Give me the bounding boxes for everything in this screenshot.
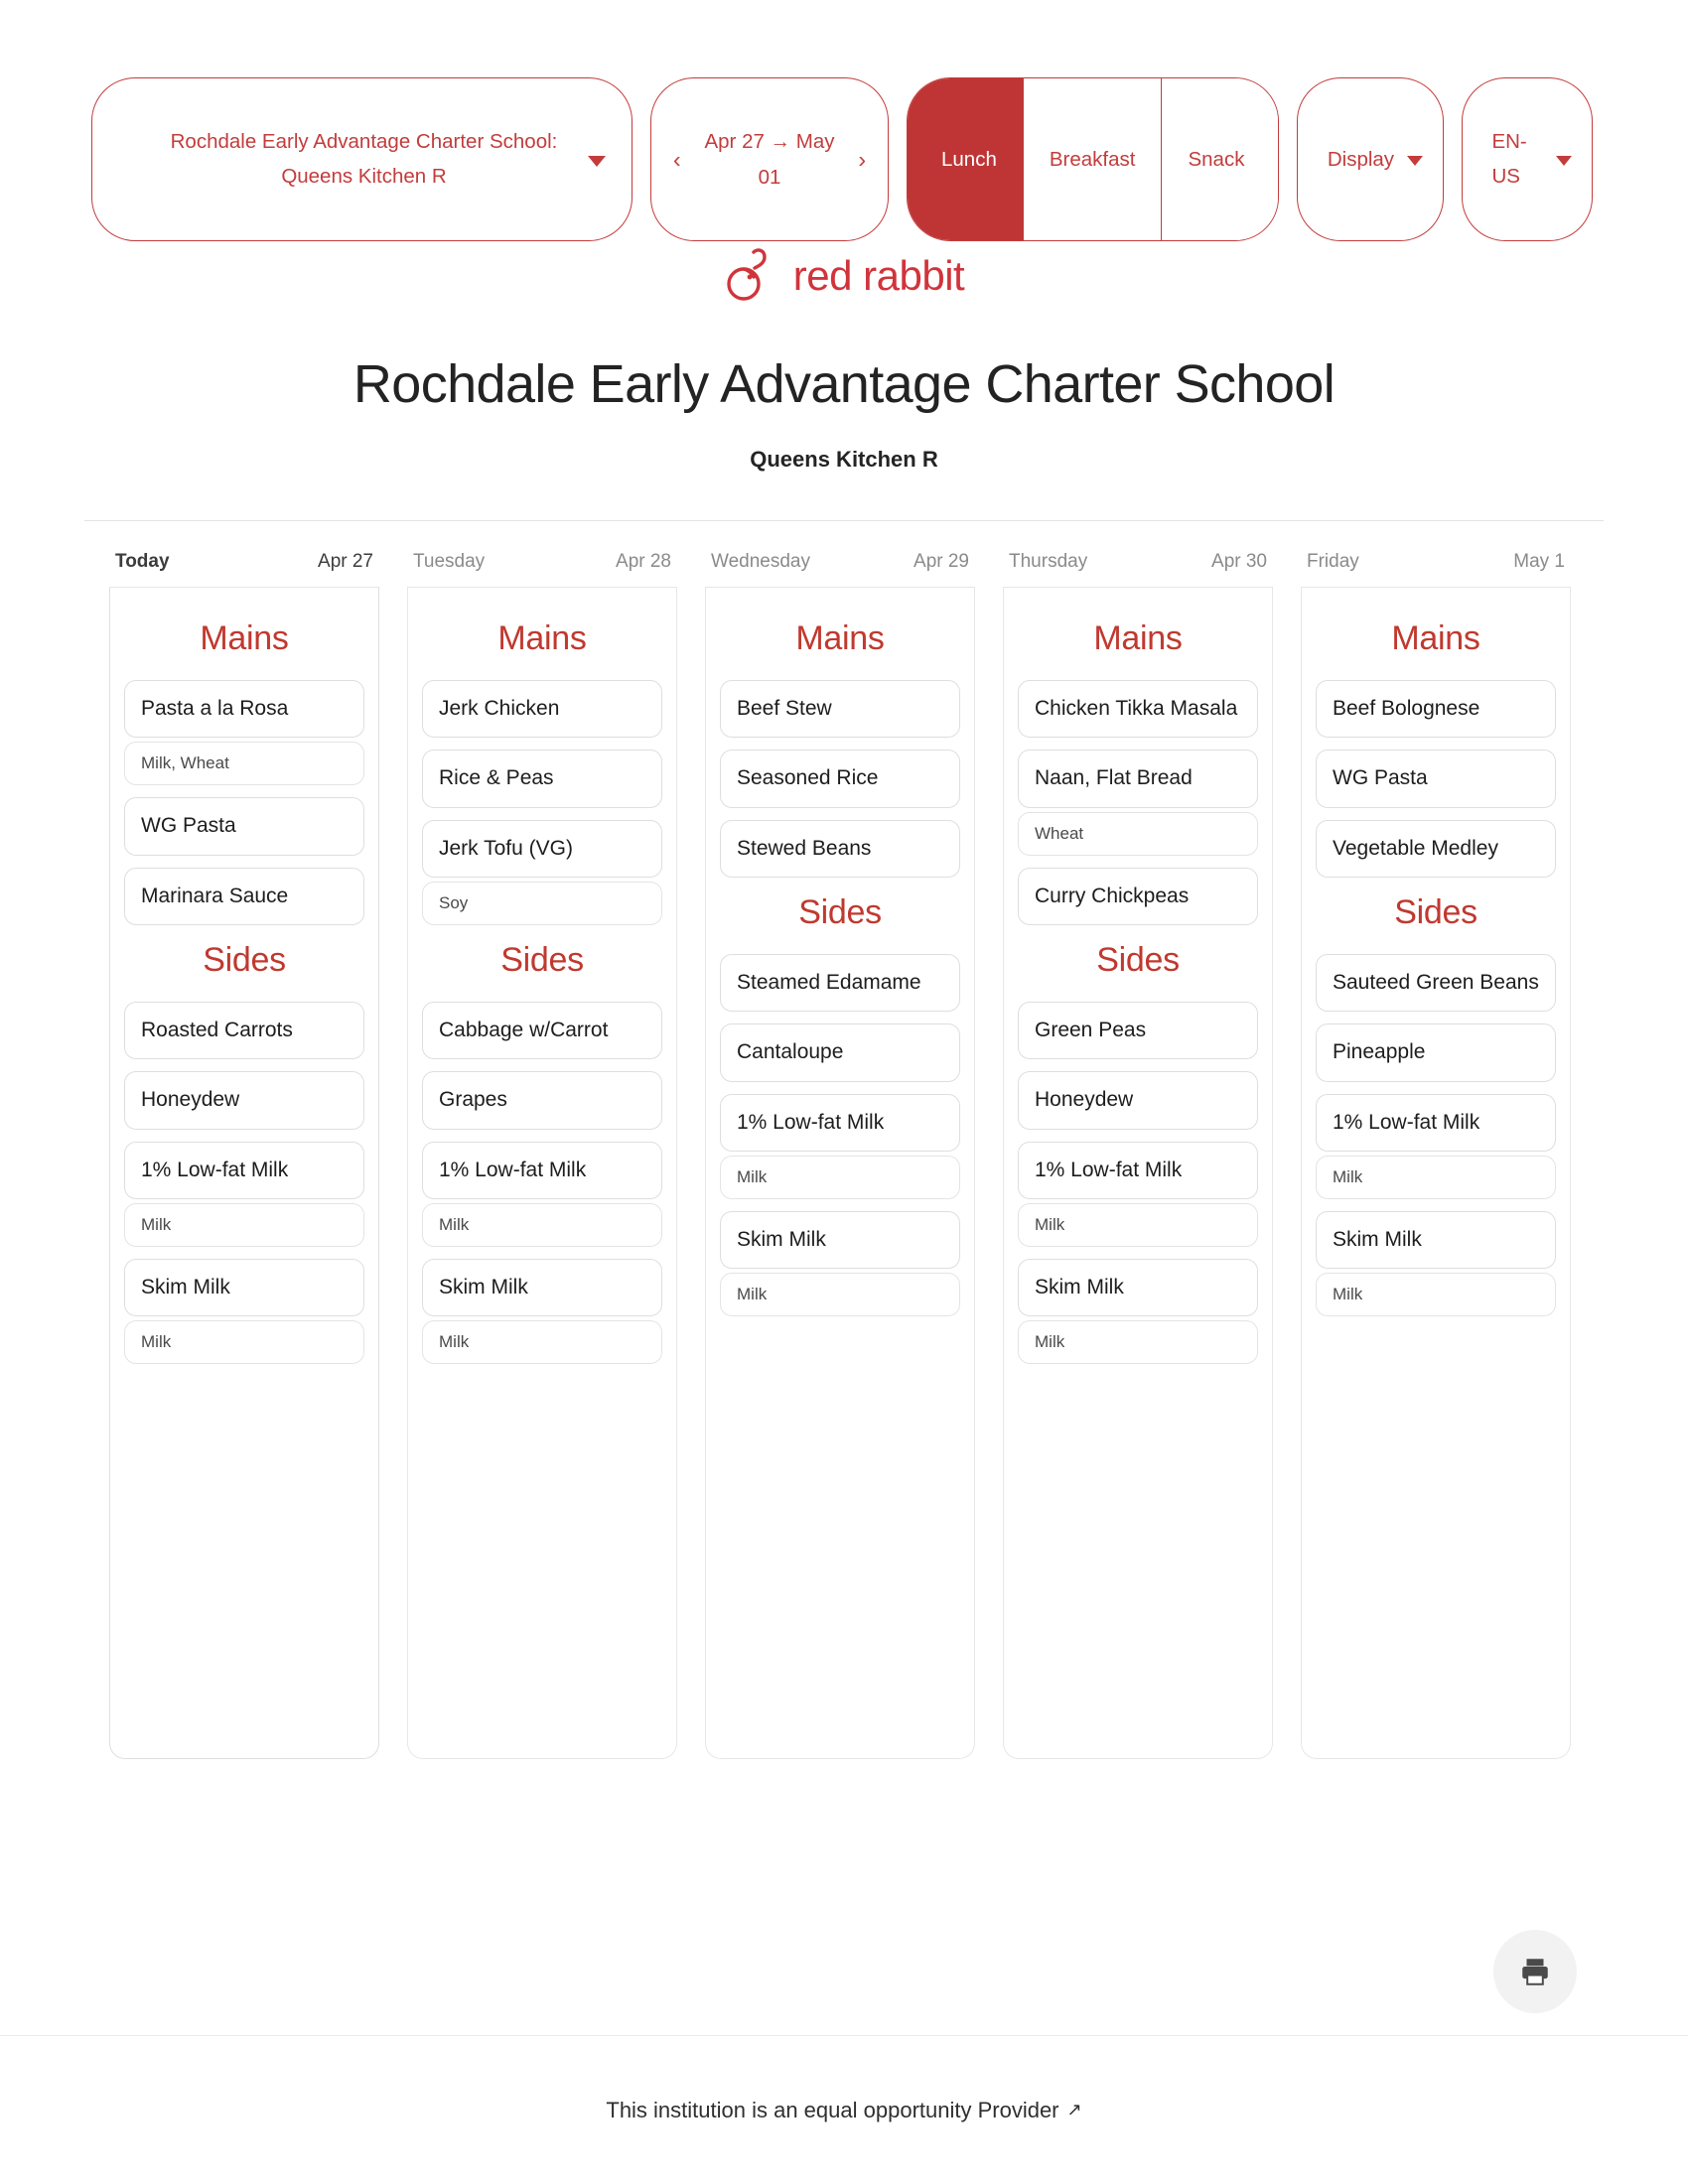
menu-item[interactable]: Naan, Flat Bread	[1018, 750, 1258, 807]
day-card	[407, 588, 677, 1759]
menu-item[interactable]: Jerk Tofu (VG)	[422, 820, 662, 878]
allergen-label: Milk	[1316, 1273, 1556, 1316]
day-name: Tuesday	[413, 551, 486, 572]
tab-lunch[interactable]: Lunch	[908, 78, 1024, 240]
language-selector-label: EN-US	[1491, 129, 1527, 188]
toolbar	[0, 0, 1688, 248]
footer	[0, 2035, 1688, 2184]
day-header	[109, 551, 379, 588]
menu-item[interactable]: Pineapple	[1316, 1024, 1556, 1081]
allergen-label: Milk	[1018, 1320, 1258, 1364]
day-name: Thursday	[1009, 551, 1088, 572]
menu-item[interactable]: Sauteed Green Beans	[1316, 954, 1556, 1012]
tab-snack[interactable]: Snack	[1162, 78, 1278, 240]
menu-section-title: Mains	[1391, 619, 1480, 657]
menu-item[interactable]: WG Pasta	[1316, 750, 1556, 807]
meal-type-tabs	[907, 77, 1279, 241]
menu-item[interactable]: Beef Bolognese	[1316, 680, 1556, 738]
chevron-down-icon	[588, 156, 606, 167]
menu-item[interactable]: Honeydew	[1018, 1071, 1258, 1129]
day-column	[1301, 551, 1571, 1759]
day-name: Today	[115, 551, 170, 572]
menu-item[interactable]: Cabbage w/Carrot	[422, 1002, 662, 1059]
display-selector[interactable]	[1297, 77, 1444, 241]
chevron-down-icon	[1556, 156, 1572, 166]
menu-item[interactable]: Rice & Peas	[422, 750, 662, 807]
day-column	[705, 551, 975, 1759]
page-subtitle: Queens Kitchen R	[750, 447, 938, 472]
brand-name: red rabbit	[792, 252, 965, 299]
menu-item[interactable]: Skim Milk	[422, 1259, 662, 1316]
menu-section-title: Mains	[200, 619, 289, 657]
menu-section-title: Sides	[798, 893, 882, 932]
day-column	[1003, 551, 1273, 1759]
week-grid	[0, 521, 1688, 1759]
external-link-icon[interactable]: ↗	[1066, 2100, 1082, 2119]
menu-item[interactable]: Skim Milk	[124, 1259, 364, 1316]
allergen-label: Milk	[1316, 1156, 1556, 1199]
menu-item[interactable]: Stewed Beans	[720, 820, 960, 878]
allergen-label: Milk	[422, 1320, 662, 1364]
day-column	[407, 551, 677, 1759]
page-title: Rochdale Early Advantage Charter School	[352, 354, 1336, 414]
day-card	[109, 588, 379, 1759]
display-selector-label: Display	[1327, 147, 1395, 171]
print-button[interactable]	[1493, 1930, 1577, 2013]
menu-item[interactable]: 1% Low-fat Milk	[1316, 1094, 1556, 1152]
printer-icon	[1518, 1955, 1552, 1988]
menu-item[interactable]: Green Peas	[1018, 1002, 1258, 1059]
menu-item[interactable]: Pasta a la Rosa	[124, 680, 364, 738]
allergen-label: Milk	[1018, 1203, 1258, 1247]
menu-item[interactable]: Roasted Carrots	[124, 1002, 364, 1059]
menu-item[interactable]: Marinara Sauce	[124, 868, 364, 925]
chevron-left-icon[interactable]: ‹	[673, 146, 681, 172]
menu-item[interactable]: Steamed Edamame	[720, 954, 960, 1012]
day-date: May 1	[1513, 551, 1565, 572]
menu-item[interactable]: Skim Milk	[720, 1211, 960, 1269]
day-date: Apr 30	[1211, 551, 1267, 572]
menu-item[interactable]: 1% Low-fat Milk	[124, 1142, 364, 1199]
school-selector[interactable]	[91, 77, 633, 241]
menu-item[interactable]: Jerk Chicken	[422, 680, 662, 738]
day-date: Apr 27	[318, 551, 373, 572]
rabbit-icon	[724, 246, 779, 306]
day-date: Apr 29	[914, 551, 969, 572]
menu-section-title: Mains	[795, 619, 885, 657]
day-name: Wednesday	[711, 551, 810, 572]
allergen-label: Milk	[124, 1320, 364, 1364]
allergen-label: Milk	[720, 1273, 960, 1316]
chevron-down-icon	[1407, 156, 1423, 166]
day-column	[109, 551, 379, 1759]
menu-item[interactable]: 1% Low-fat Milk	[720, 1094, 960, 1152]
menu-item[interactable]: Curry Chickpeas	[1018, 868, 1258, 925]
language-selector[interactable]	[1462, 77, 1593, 241]
menu-item[interactable]: 1% Low-fat Milk	[422, 1142, 662, 1199]
day-name: Friday	[1307, 551, 1359, 572]
day-card	[705, 588, 975, 1759]
footer-text: This institution is an equal opportunity Provider	[606, 2097, 1059, 2122]
menu-item[interactable]: Skim Milk	[1018, 1259, 1258, 1316]
day-card	[1301, 588, 1571, 1759]
menu-item[interactable]: 1% Low-fat Milk	[1018, 1142, 1258, 1199]
menu-section-title: Sides	[1096, 941, 1180, 980]
allergen-label: Milk	[124, 1203, 364, 1247]
menu-item[interactable]: Grapes	[422, 1071, 662, 1129]
chevron-right-icon[interactable]: ›	[858, 146, 866, 172]
school-selector-label: Rochdale Early Advantage Charter School: Queens Kitchen R	[170, 129, 558, 188]
menu-item[interactable]: Honeydew	[124, 1071, 364, 1129]
allergen-label: Milk	[422, 1203, 662, 1247]
day-card	[1003, 588, 1273, 1759]
menu-item[interactable]: Beef Stew	[720, 680, 960, 738]
day-header	[705, 551, 975, 588]
day-header	[1301, 551, 1571, 588]
menu-section-title: Sides	[1394, 893, 1477, 932]
menu-item[interactable]: Seasoned Rice	[720, 750, 960, 807]
allergen-label: Milk, Wheat	[124, 742, 364, 785]
date-range-label: Apr 27 → May 01	[704, 129, 835, 189]
allergen-label: Milk	[720, 1156, 960, 1199]
menu-item[interactable]: Skim Milk	[1316, 1211, 1556, 1269]
menu-section-title: Sides	[500, 941, 584, 980]
tab-breakfast[interactable]: Breakfast	[1024, 78, 1163, 240]
menu-item[interactable]: Chicken Tikka Masala	[1018, 680, 1258, 738]
date-range-selector[interactable]	[650, 77, 889, 241]
menu-item[interactable]: Vegetable Medley	[1316, 820, 1556, 878]
day-header	[1003, 551, 1273, 588]
menu-item[interactable]: WG Pasta	[124, 797, 364, 855]
day-header	[407, 551, 677, 588]
menu-section-title: Mains	[1093, 619, 1183, 657]
menu-section-title: Sides	[203, 941, 286, 980]
brand-logo	[0, 246, 1688, 306]
day-date: Apr 28	[616, 551, 671, 572]
allergen-label: Wheat	[1018, 812, 1258, 856]
menu-item[interactable]: Cantaloupe	[720, 1024, 960, 1081]
allergen-label: Soy	[422, 882, 662, 925]
menu-section-title: Mains	[497, 619, 587, 657]
